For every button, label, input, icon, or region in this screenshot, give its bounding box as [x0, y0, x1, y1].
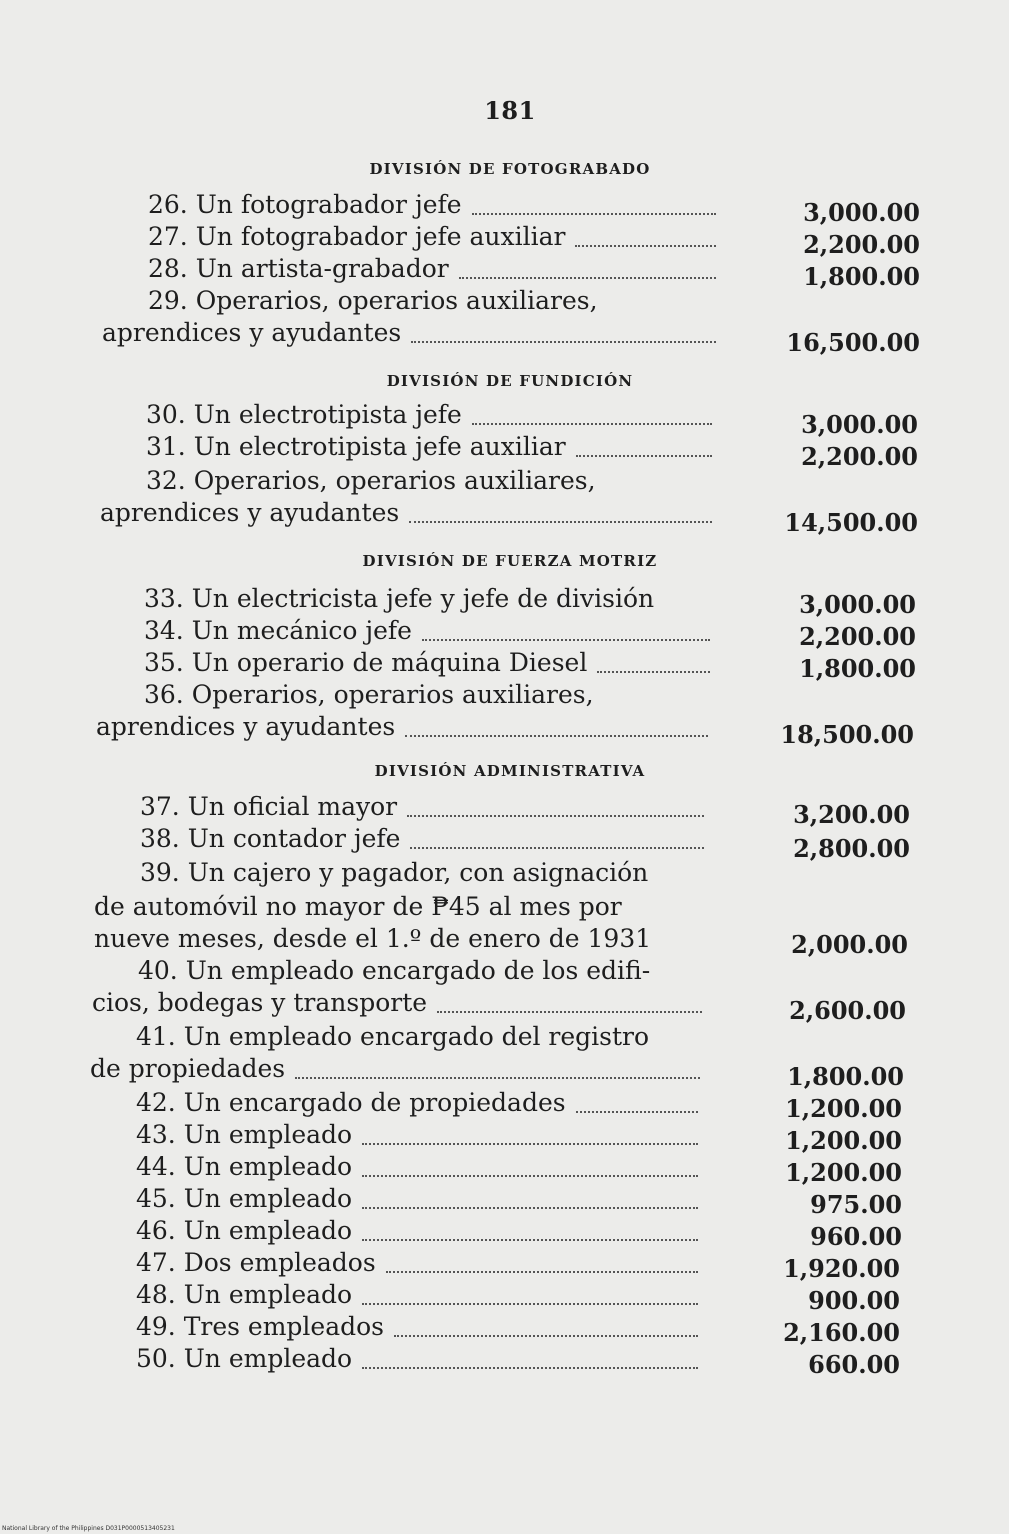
list-item: 47. Dos empleados [136, 1248, 702, 1280]
section-heading-fuerza-motriz: DIVISIÓN DE FUERZA MOTRIZ [362, 552, 658, 570]
amount: 1,800.00 [799, 654, 916, 683]
amount: 1,800.00 [803, 262, 920, 291]
list-item: 30. Un electrotipista jefe [146, 400, 716, 432]
list-item: 49. Tres empleados [136, 1312, 702, 1344]
list-item: aprendices y ayudantes [96, 712, 712, 744]
amount: 1,800.00 [787, 1062, 904, 1091]
section-heading-administrativa: DIVISIÓN ADMINISTRATIVA [374, 762, 646, 780]
amount: 660.00 [808, 1350, 900, 1379]
amount: 960.00 [810, 1222, 902, 1251]
list-item: de automóvil no mayor de ₱45 al mes por [94, 892, 622, 921]
list-item: 35. Un operario de máquina Diesel [144, 648, 714, 680]
list-item: cios, bodegas y transporte [92, 988, 706, 1020]
list-item: aprendices y ayudantes [100, 498, 716, 530]
section-heading-fotograbado: DIVISIÓN DE FOTOGRABADO [369, 160, 651, 178]
amount: 2,200.00 [803, 230, 920, 259]
amount: 975.00 [810, 1190, 902, 1219]
list-item: 46. Un empleado [136, 1216, 702, 1248]
amount: 16,500.00 [786, 328, 920, 357]
amount: 2,200.00 [801, 442, 918, 471]
list-item: 45. Un empleado [136, 1184, 702, 1216]
amount: 2,160.00 [783, 1318, 900, 1347]
amount: 2,200.00 [799, 622, 916, 651]
list-item: 38. Un contador jefe [140, 824, 708, 856]
list-item: 32. Operarios, operarios auxiliares, [146, 466, 596, 495]
list-item: 28. Un artista-grabador [148, 254, 720, 286]
page-number: 181 [484, 96, 536, 125]
list-item: 44. Un empleado [136, 1152, 702, 1184]
list-item: 39. Un cajero y pagador, con asignación [140, 858, 649, 887]
list-item: 36. Operarios, operarios auxiliares, [144, 680, 594, 709]
list-item: 37. Un oficial mayor [140, 792, 708, 824]
amount: 3,000.00 [803, 198, 920, 227]
amount: 2,000.00 [791, 930, 908, 959]
amount: 3,200.00 [793, 800, 910, 829]
amount: 1,920.00 [783, 1254, 900, 1283]
list-item: 43. Un empleado [136, 1120, 702, 1152]
list-item: 34. Un mecánico jefe [144, 616, 714, 648]
list-item: 41. Un empleado encargado del registro [136, 1022, 650, 1051]
section-heading-fundicion: DIVISIÓN DE FUNDICIÓN [386, 372, 634, 390]
amount: 1,200.00 [785, 1126, 902, 1155]
list-item: 29. Operarios, operarios auxiliares, [148, 286, 598, 315]
amount: 14,500.00 [784, 508, 918, 537]
amount: 3,000.00 [799, 590, 916, 619]
footer-credit: National Library of the Philippines D031P0000513405231 [2, 1525, 175, 1532]
list-item: nueve meses, desde el 1.º de enero de 1931 [94, 924, 652, 953]
amount: 1,200.00 [785, 1094, 902, 1123]
amount: 1,200.00 [785, 1158, 902, 1187]
list-item: 48. Un empleado [136, 1280, 702, 1312]
list-item: de propiedades [90, 1054, 704, 1086]
amount: 3,000.00 [801, 410, 918, 439]
list-item: 26. Un fotograbador jefe [148, 190, 720, 222]
list-item: aprendices y ayudantes [102, 318, 720, 350]
amount: 18,500.00 [780, 720, 914, 749]
amount: 2,800.00 [793, 834, 910, 863]
list-item: 42. Un encargado de propiedades [136, 1088, 702, 1120]
list-item: 31. Un electrotipista jefe auxiliar [146, 432, 716, 464]
list-item: 40. Un empleado encargado de los edifi- [138, 956, 651, 985]
amount: 900.00 [808, 1286, 900, 1315]
list-item: 33. Un electricista jefe y jefe de división [144, 584, 655, 613]
amount: 2,600.00 [789, 996, 906, 1025]
list-item: 50. Un empleado [136, 1344, 702, 1376]
list-item: 27. Un fotograbador jefe auxiliar [148, 222, 720, 254]
